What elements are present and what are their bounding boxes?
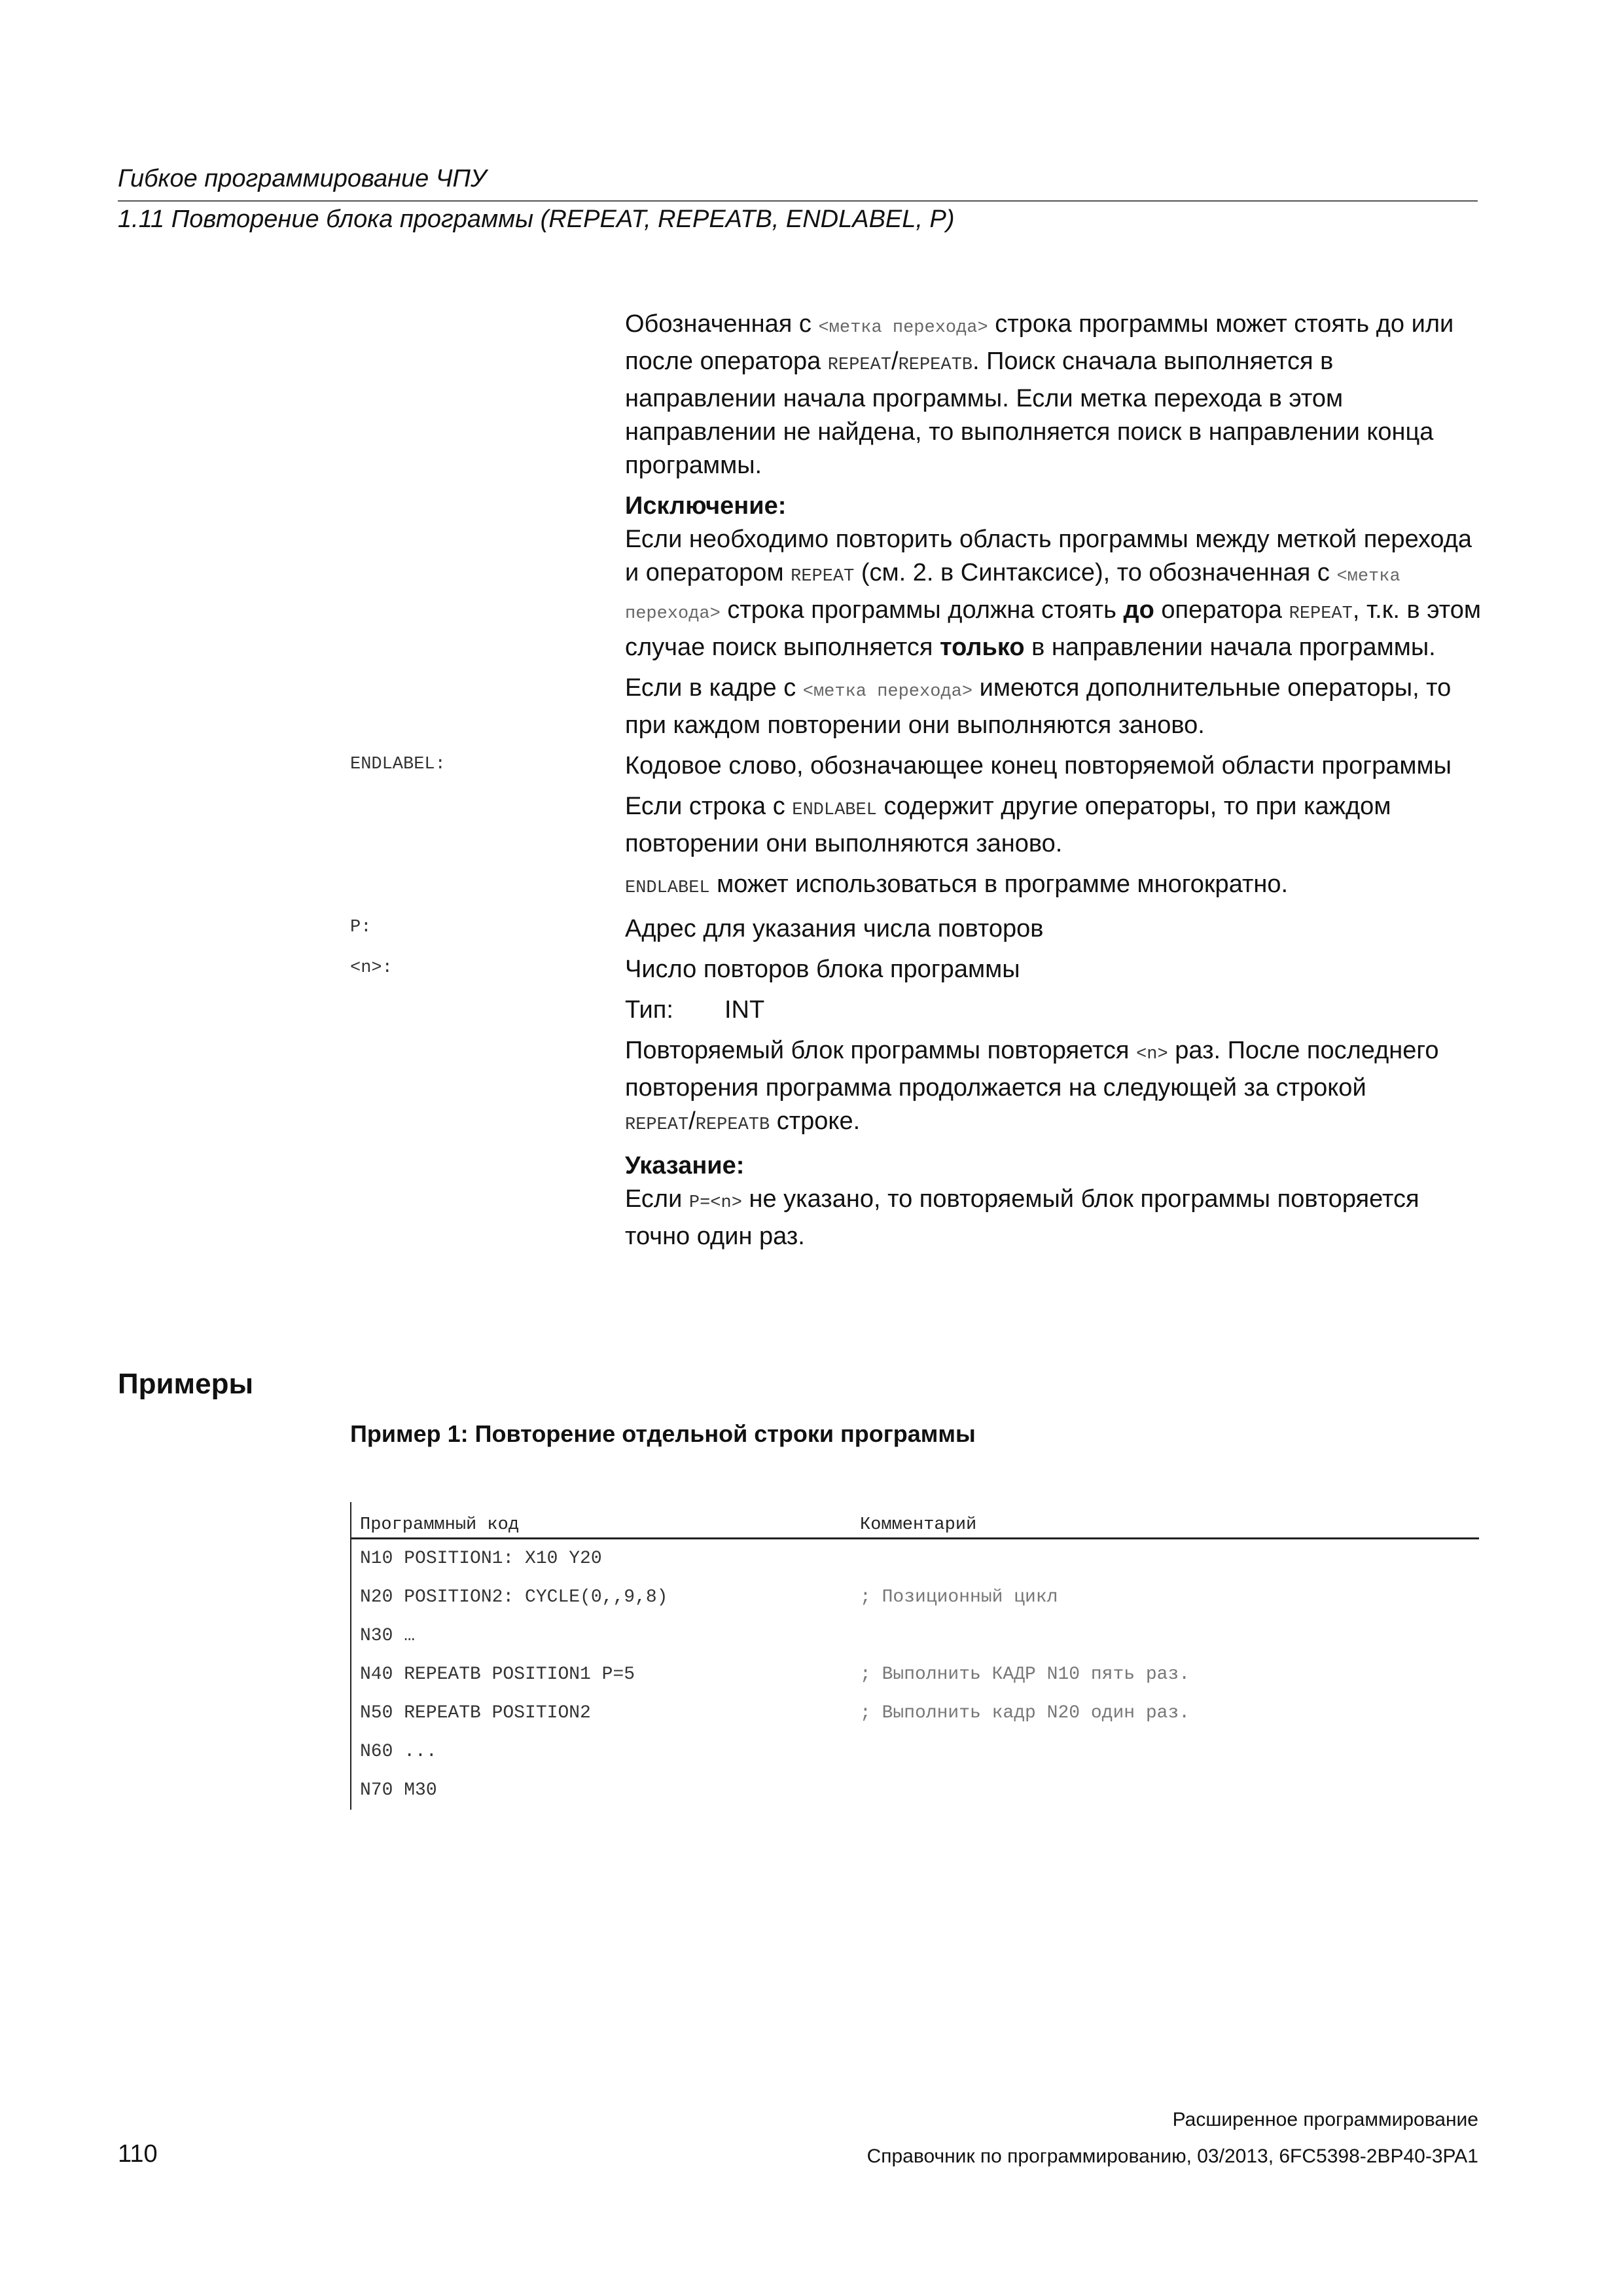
comment-cell: ; Позиционный цикл xyxy=(860,1587,1058,1607)
endlabel-entry xyxy=(0,749,1623,905)
running-header-title: Гибкое программирование ЧПУ xyxy=(118,165,487,192)
n-param-type: Тип: INT xyxy=(625,996,765,1024)
code-row xyxy=(351,1655,1479,1694)
code-table-header xyxy=(351,1502,1479,1539)
code-row xyxy=(351,1539,1479,1578)
n-param-term: <n>: xyxy=(350,958,393,978)
code-row xyxy=(351,1694,1479,1732)
code-cell: N20 POSITION2: CYCLE(0,,9,8) xyxy=(360,1587,668,1607)
code-cell: N30 … xyxy=(360,1626,416,1646)
code-cell: N40 REPEATB POSITION1 P=5 xyxy=(360,1664,635,1685)
comment-cell: ; Выполнить КАДР N10 пять раз. xyxy=(860,1664,1190,1685)
note-heading: Указание: xyxy=(625,1152,745,1179)
comment-cell: ; Выполнить кадр N20 один раз. xyxy=(860,1703,1190,1723)
endlabel-desc-2: Если строка с ENDLABEL содержит другие операторы, то при каждом повторении они выполняются заново. xyxy=(625,793,1391,857)
example-1-heading: Пример 1: Повторение отдельной строки программы xyxy=(350,1420,976,1447)
examples-heading: Примеры xyxy=(118,1368,254,1400)
header-divider xyxy=(118,200,1478,202)
n-param-desc-3: Повторяемый блок программы повторяется <n> раз. После последнего повторения программа продолжается на следующей за строкой REPEAT/REPEATB строке. xyxy=(625,1037,1439,1135)
code-column-header: Программный код xyxy=(360,1515,520,1535)
footer-book-title: Расширенное программирование xyxy=(1172,2109,1478,2130)
exception-heading: Исключение: xyxy=(625,492,787,520)
comment-column-header: Комментарий xyxy=(860,1515,977,1535)
endlabel-term: ENDLABEL: xyxy=(350,755,446,774)
intro-block xyxy=(0,308,1623,742)
p-param-term: P: xyxy=(350,918,372,937)
page-number: 110 xyxy=(118,2140,158,2168)
n-param-desc-4: Если P=<n> не указано, то повторяемый блок программы повторяется точно один раз. xyxy=(625,1185,1419,1250)
footer-doc-info: Справочник по программированию, 03/2013, 6FC5398-2BP40-3PA1 xyxy=(866,2145,1478,2167)
endlabel-desc-1: Кодовое слово, обозначающее конец повторяемой области программы xyxy=(625,752,1452,780)
p-param-desc: Адрес для указания числа повторов xyxy=(625,915,1044,942)
intro-paragraph-2: Если необходимо повторить область программы между меткой перехода и оператором REPEAT (см. 2. в Синтаксисе), то обозначенная с <метка перехода> строка программы должна стоять до оператора REPEAT, т.к. в этом случае поиск выполняется только в направлении начала программы. xyxy=(625,526,1481,661)
intro-paragraph-3: Если в кадре с <метка перехода> имеются дополнительные операторы, то при каждом повторении они выполняются заново. xyxy=(625,674,1452,739)
p-param-entry xyxy=(0,912,1623,946)
n-param-desc-1: Число повторов блока программы xyxy=(625,956,1020,983)
code-cell: N60 ... xyxy=(360,1742,437,1762)
code-cell: N10 POSITION1: X10 Y20 xyxy=(360,1549,602,1569)
code-cell: N50 REPEATB POSITION2 xyxy=(360,1703,591,1723)
code-row xyxy=(351,1771,1479,1810)
code-table xyxy=(350,1502,1479,1810)
intro-paragraph-1: Обозначенная с <метка перехода> строка программы может стоять до или после оператора REPEAT/REPEATB. Поиск сначала выполняется в направлении начала программы. Если метка перехода в этом направлении не найдена, то выполняется поиск в направлении конца программы. xyxy=(625,310,1454,479)
code-row xyxy=(351,1578,1479,1617)
running-header-section: 1.11 Повторение блока программы (REPEAT, REPEATB, ENDLABEL, P) xyxy=(118,206,955,233)
definition-list xyxy=(0,308,1623,1261)
endlabel-desc-3: ENDLABEL может использоваться в программе многократно. xyxy=(625,870,1289,898)
code-row xyxy=(351,1732,1479,1771)
code-row xyxy=(351,1617,1479,1655)
code-cell: N70 M30 xyxy=(360,1780,437,1801)
n-param-entry xyxy=(0,953,1623,1253)
